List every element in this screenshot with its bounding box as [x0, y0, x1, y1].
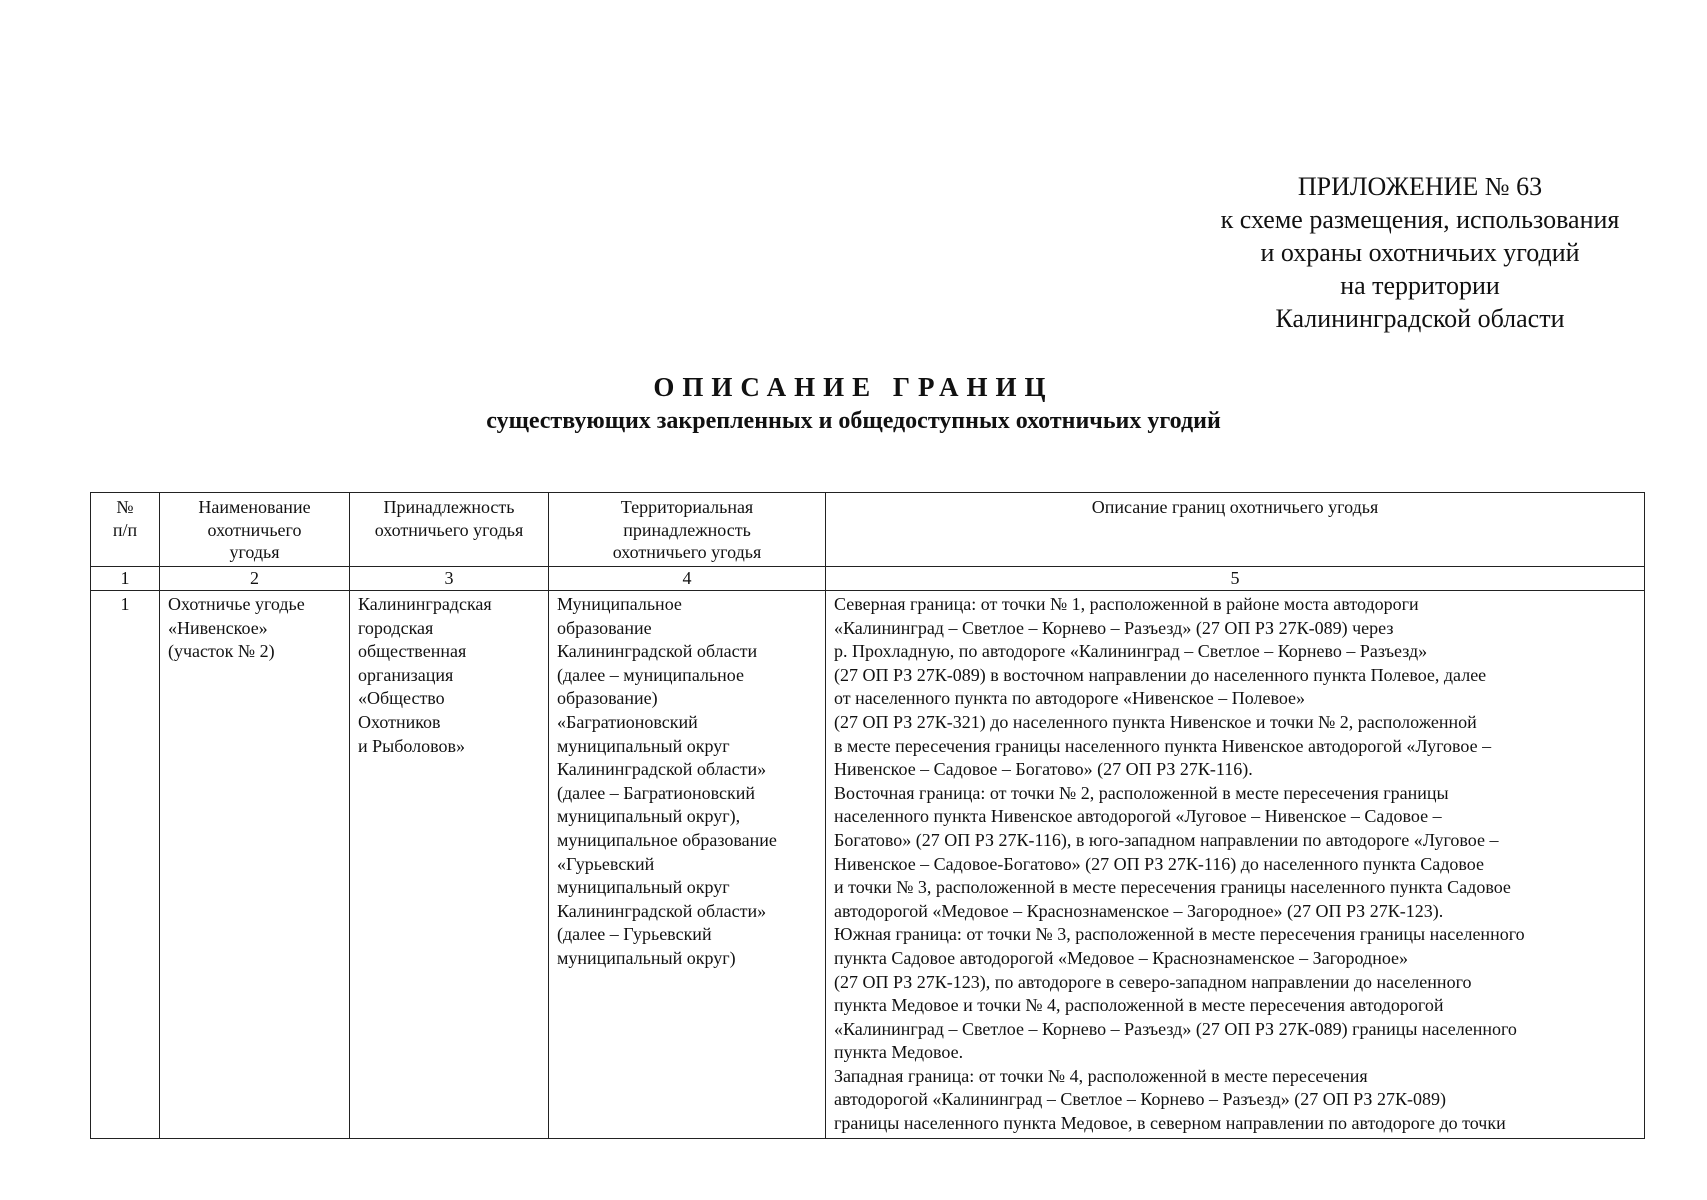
- cell-line: образование): [557, 688, 658, 709]
- cell-line: «Калининград – Светлое – Корнево – Разъезд» (27 ОП РЗ 27К-089) через: [834, 617, 1394, 638]
- owner-cell: [350, 591, 549, 1139]
- boundaries-table: [90, 492, 1645, 1139]
- header-text: п/п: [112, 519, 138, 540]
- header-cell-description: [826, 493, 1645, 567]
- document-title: ОПИСАНИЕ ГРАНИЦ: [653, 372, 1054, 402]
- header-cell-name: [160, 493, 350, 567]
- header-text: охотничьего угодья: [374, 519, 524, 540]
- cell-line: образование: [557, 617, 652, 638]
- column-number: 2: [160, 567, 350, 591]
- row-number: 1: [91, 591, 160, 1139]
- column-number: 5: [826, 567, 1645, 591]
- cell-line: общественная: [358, 641, 467, 662]
- cell-line: автодорогой «Калининград – Светлое – Корнево – Разъезд» (27 ОП РЗ 27К-089): [834, 1089, 1446, 1110]
- header-text: угодья: [229, 542, 280, 562]
- territory-cell: [549, 591, 826, 1139]
- cell-line: «Гурьевский: [557, 853, 655, 874]
- cell-line: Западная граница: от точки № 4, расположенной в месте пересечения: [834, 1065, 1368, 1086]
- cell-line: Калининградская: [358, 594, 492, 614]
- cell-line: муниципальный округ: [557, 877, 730, 898]
- cell-line: Нивенское – Садовое – Богатово» (27 ОП РЗ 27К-116).: [834, 759, 1253, 780]
- cell-line: и точки № 3, расположенной в месте пересечения границы населенного пункта Садовое: [834, 877, 1511, 898]
- cell-line: р. Прохладную, по автодороге «Калининград – Светлое – Корнево – Разъезд»: [834, 641, 1428, 662]
- header-text: Территориальная: [620, 497, 754, 517]
- cell-line: муниципальный округ),: [557, 806, 741, 827]
- cell-line: «Общество: [358, 688, 445, 709]
- cell-line: Богатово» (27 ОП РЗ 27К-116), в юго-западном направлении по автодороге «Луговое –: [834, 829, 1499, 850]
- cell-line: населенного пункта Нивенское автодорогой «Луговое – Нивенское – Садовое –: [834, 806, 1442, 827]
- cell-line: Южная граница: от точки № 3, расположенной в месте пересечения границы населенного: [834, 924, 1525, 945]
- table-header-row: [91, 493, 1645, 567]
- cell-line: (далее – Багратионовский: [557, 782, 756, 803]
- cell-line: Калининградской области»: [557, 759, 767, 780]
- header-text: Наименование: [198, 497, 311, 517]
- cell-line: Калининградской области: [557, 641, 758, 662]
- header-text: Принадлежность: [383, 497, 515, 517]
- header-text: Описание границ охотничьего угодья: [1091, 497, 1379, 517]
- appendix-line: и охраны охотничьих угодий: [1260, 238, 1580, 267]
- cell-line: «Калининград – Светлое – Корнево – Разъезд» (27 ОП РЗ 27К-089) границы населенного: [834, 1018, 1517, 1039]
- column-number: 1: [91, 567, 160, 591]
- column-number: 4: [549, 567, 826, 591]
- appendix-line: Калининградской области: [1275, 304, 1565, 333]
- cell-line: пункта Садовое автодорогой «Медовое – Краснознаменское – Загородное»: [834, 947, 1409, 968]
- cell-line: и Рыболовов»: [358, 735, 466, 756]
- appendix-line: ПРИЛОЖЕНИЕ № 63: [1297, 172, 1543, 201]
- cell-line: Охотников: [358, 711, 441, 732]
- cell-line: муниципальный округ: [557, 735, 730, 756]
- column-number: 3: [350, 567, 549, 591]
- cell-line: (27 ОП РЗ 27К-321) до населенного пункта Нивенское и точки № 2, расположенной: [834, 711, 1477, 732]
- cell-line: организация: [358, 664, 454, 685]
- cell-line: муниципальный округ): [557, 947, 736, 968]
- cell-line: Калининградской области»: [557, 900, 767, 921]
- appendix-block: [1160, 170, 1680, 335]
- cell-line: Северная граница: от точки № 1, расположенной в районе моста автодороги: [834, 594, 1419, 614]
- cell-line: Восточная граница: от точки № 2, расположенной в месте пересечения границы: [834, 782, 1449, 803]
- cell-line: Муниципальное: [557, 594, 682, 614]
- cell-line: «Багратионовский: [557, 711, 698, 732]
- cell-line: границы населенного пункта Медовое, в северном направлении по автодороге до точки: [834, 1113, 1506, 1134]
- header-text: №: [116, 497, 134, 517]
- table-row: [91, 591, 1645, 1139]
- cell-line: Нивенское – Садовое-Богатово» (27 ОП РЗ 27К-116) до населенного пункта Садовое: [834, 853, 1484, 874]
- cell-line: пункта Медовое и точки № 4, расположенной в месте пересечения автодорогой: [834, 995, 1444, 1016]
- header-cell-territory: [549, 493, 826, 567]
- header-text: принадлежность: [623, 519, 751, 540]
- column-number-row: [91, 567, 1645, 591]
- cell-line: (далее – муниципальное: [557, 664, 744, 685]
- cell-line: от населенного пункта по автодороге «Нивенское – Полевое»: [834, 688, 1306, 709]
- header-cell-number: [91, 493, 160, 567]
- hunting-ground-name-cell: [160, 591, 350, 1139]
- document-subtitle: существующих закрепленных и общедоступных охотничьих угодий: [486, 408, 1221, 434]
- cell-line: в месте пересечения границы населенного пункта Нивенское автодорогой «Луговое –: [834, 735, 1492, 756]
- boundary-description-cell: [826, 591, 1645, 1139]
- cell-line: (27 ОП РЗ 27К-089) в восточном направлении до населенного пункта Полевое, далее: [834, 664, 1487, 685]
- appendix-line: на территории: [1340, 271, 1500, 300]
- cell-line: пункта Медовое.: [834, 1042, 964, 1063]
- header-text: охотничьего: [207, 519, 302, 540]
- cell-line: городская: [358, 617, 434, 638]
- header-text: охотничьего угодья: [612, 542, 762, 562]
- cell-line: автодорогой «Медовое – Краснознаменское – Загородное» (27 ОП РЗ 27К-123).: [834, 900, 1444, 921]
- cell-line: (участок № 2): [168, 641, 275, 662]
- header-cell-owner: [350, 493, 549, 567]
- cell-line: муниципальное образование: [557, 829, 777, 850]
- cell-line: «Нивенское»: [168, 617, 268, 638]
- cell-line: Охотничье угодье: [168, 594, 305, 614]
- appendix-line: к схеме размещения, использования: [1220, 205, 1620, 234]
- cell-line: (далее – Гурьевский: [557, 924, 712, 945]
- cell-line: (27 ОП РЗ 27К-123), по автодороге в северо-западном направлении до населенного: [834, 971, 1472, 992]
